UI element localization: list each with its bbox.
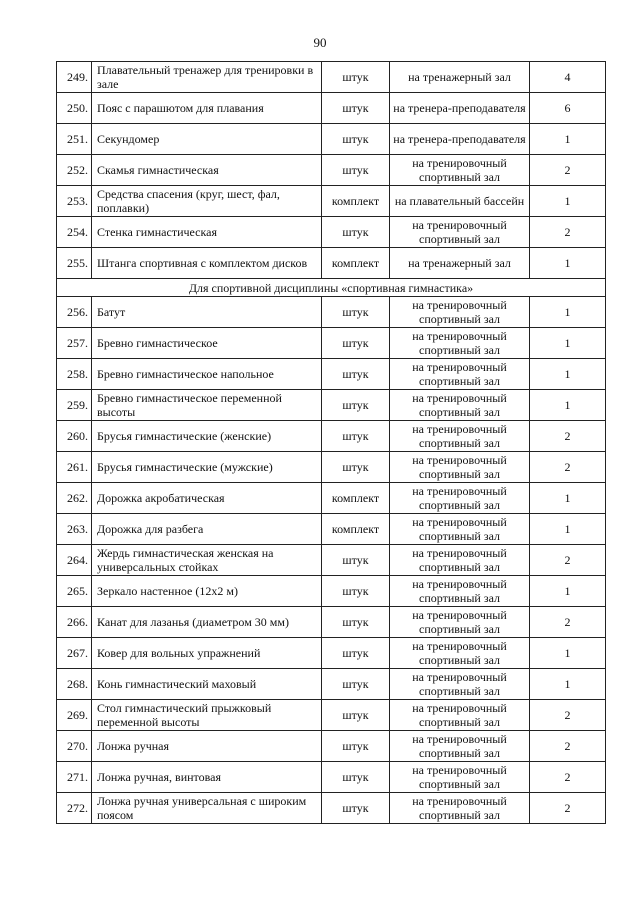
item-name: Дорожка для разбега xyxy=(92,514,322,545)
row-number: 268. xyxy=(57,669,92,700)
location-cell: на тренировочный спортивный зал xyxy=(390,421,530,452)
unit-cell: штук xyxy=(322,576,390,607)
unit-cell: штук xyxy=(322,359,390,390)
location-cell: на тренировочный спортивный зал xyxy=(390,669,530,700)
unit-cell: штук xyxy=(322,545,390,576)
location-cell: на тренировочный спортивный зал xyxy=(390,452,530,483)
quantity-cell: 2 xyxy=(530,793,606,824)
item-name: Секундомер xyxy=(92,124,322,155)
row-number: 262. xyxy=(57,483,92,514)
location-cell: на тренировочный спортивный зал xyxy=(390,297,530,328)
table-row xyxy=(57,390,606,421)
table-row xyxy=(57,576,606,607)
item-name: Лонжа ручная xyxy=(92,731,322,762)
table-row xyxy=(57,93,606,124)
quantity-cell: 2 xyxy=(530,155,606,186)
table-row xyxy=(57,731,606,762)
unit-cell: штук xyxy=(322,155,390,186)
row-number: 255. xyxy=(57,248,92,279)
unit-cell: штук xyxy=(322,700,390,731)
row-number: 260. xyxy=(57,421,92,452)
table-row xyxy=(57,421,606,452)
table-row xyxy=(57,762,606,793)
quantity-cell: 2 xyxy=(530,700,606,731)
row-number: 251. xyxy=(57,124,92,155)
quantity-cell: 6 xyxy=(530,93,606,124)
equipment-table xyxy=(56,61,606,824)
unit-cell: штук xyxy=(322,93,390,124)
location-cell: на тренировочный спортивный зал xyxy=(390,390,530,421)
unit-cell: комплект xyxy=(322,483,390,514)
row-number: 254. xyxy=(57,217,92,248)
item-name: Лонжа ручная, винтовая xyxy=(92,762,322,793)
location-cell: на тренировочный спортивный зал xyxy=(390,793,530,824)
unit-cell: комплект xyxy=(322,514,390,545)
quantity-cell: 2 xyxy=(530,607,606,638)
table-row xyxy=(57,452,606,483)
item-name: Лонжа ручная универсальная с широким поясом xyxy=(92,793,322,824)
row-number: 272. xyxy=(57,793,92,824)
quantity-cell: 1 xyxy=(530,248,606,279)
location-cell: на тренировочный спортивный зал xyxy=(390,638,530,669)
item-name: Дорожка акробатическая xyxy=(92,483,322,514)
location-cell: на тренировочный спортивный зал xyxy=(390,762,530,793)
item-name: Средства спасения (круг, шест, фал, поплавки) xyxy=(92,186,322,217)
item-name: Плавательный тренажер для тренировки в зале xyxy=(92,62,322,93)
table-row xyxy=(57,155,606,186)
quantity-cell: 1 xyxy=(530,514,606,545)
location-cell: на тренажерный зал xyxy=(390,248,530,279)
location-cell: на тренировочный спортивный зал xyxy=(390,328,530,359)
quantity-cell: 2 xyxy=(530,731,606,762)
table-row xyxy=(57,124,606,155)
table-row xyxy=(57,248,606,279)
table-row xyxy=(57,186,606,217)
location-cell: на тренировочный спортивный зал xyxy=(390,155,530,186)
location-cell: на тренировочный спортивный зал xyxy=(390,700,530,731)
section-row xyxy=(57,279,606,297)
row-number: 269. xyxy=(57,700,92,731)
item-name: Брусья гимнастические (мужские) xyxy=(92,452,322,483)
row-number: 256. xyxy=(57,297,92,328)
unit-cell: штук xyxy=(322,62,390,93)
quantity-cell: 1 xyxy=(530,390,606,421)
row-number: 264. xyxy=(57,545,92,576)
location-cell: на тренировочный спортивный зал xyxy=(390,545,530,576)
unit-cell: штук xyxy=(322,297,390,328)
unit-cell: штук xyxy=(322,217,390,248)
quantity-cell: 1 xyxy=(530,328,606,359)
location-cell: на тренировочный спортивный зал xyxy=(390,731,530,762)
unit-cell: штук xyxy=(322,390,390,421)
row-number: 253. xyxy=(57,186,92,217)
unit-cell: штук xyxy=(322,731,390,762)
item-name: Стенка гимнастическая xyxy=(92,217,322,248)
location-cell: на тренировочный спортивный зал xyxy=(390,514,530,545)
unit-cell: штук xyxy=(322,124,390,155)
unit-cell: штук xyxy=(322,452,390,483)
row-number: 257. xyxy=(57,328,92,359)
item-name: Канат для лазанья (диаметром 30 мм) xyxy=(92,607,322,638)
item-name: Стол гимнастический прыжковый переменной высоты xyxy=(92,700,322,731)
quantity-cell: 2 xyxy=(530,452,606,483)
row-number: 265. xyxy=(57,576,92,607)
row-number: 250. xyxy=(57,93,92,124)
unit-cell: штук xyxy=(322,421,390,452)
quantity-cell: 1 xyxy=(530,124,606,155)
item-name: Зеркало настенное (12x2 м) xyxy=(92,576,322,607)
location-cell: на тренировочный спортивный зал xyxy=(390,576,530,607)
table-row xyxy=(57,328,606,359)
row-number: 266. xyxy=(57,607,92,638)
row-number: 258. xyxy=(57,359,92,390)
row-number: 267. xyxy=(57,638,92,669)
location-cell: на тренировочный спортивный зал xyxy=(390,483,530,514)
quantity-cell: 2 xyxy=(530,545,606,576)
table-row xyxy=(57,700,606,731)
row-number: 252. xyxy=(57,155,92,186)
item-name: Бревно гимнастическое напольное xyxy=(92,359,322,390)
quantity-cell: 1 xyxy=(530,483,606,514)
quantity-cell: 1 xyxy=(530,638,606,669)
unit-cell: штук xyxy=(322,607,390,638)
table-row xyxy=(57,607,606,638)
item-name: Конь гимнастический маховый xyxy=(92,669,322,700)
item-name: Жердь гимнастическая женская на универсальных стойках xyxy=(92,545,322,576)
location-cell: на тренера-преподавателя xyxy=(390,124,530,155)
unit-cell: штук xyxy=(322,669,390,700)
unit-cell: штук xyxy=(322,328,390,359)
item-name: Ковер для вольных упражнений xyxy=(92,638,322,669)
unit-cell: штук xyxy=(322,762,390,793)
row-number: 249. xyxy=(57,62,92,93)
item-name: Пояс с парашютом для плавания xyxy=(92,93,322,124)
table-row xyxy=(57,545,606,576)
table-row xyxy=(57,669,606,700)
item-name: Брусья гимнастические (женские) xyxy=(92,421,322,452)
location-cell: на тренажерный зал xyxy=(390,62,530,93)
unit-cell: штук xyxy=(322,638,390,669)
item-name: Бревно гимнастическое xyxy=(92,328,322,359)
table-row xyxy=(57,62,606,93)
quantity-cell: 2 xyxy=(530,217,606,248)
item-name: Батут xyxy=(92,297,322,328)
section-title: Для спортивной дисциплины «спортивная гимнастика» xyxy=(57,279,606,297)
table-row xyxy=(57,514,606,545)
quantity-cell: 4 xyxy=(530,62,606,93)
table-row xyxy=(57,638,606,669)
location-cell: на тренировочный спортивный зал xyxy=(390,217,530,248)
quantity-cell: 1 xyxy=(530,186,606,217)
quantity-cell: 2 xyxy=(530,762,606,793)
table-row xyxy=(57,297,606,328)
row-number: 263. xyxy=(57,514,92,545)
location-cell: на плавательный бассейн xyxy=(390,186,530,217)
row-number: 261. xyxy=(57,452,92,483)
quantity-cell: 1 xyxy=(530,297,606,328)
quantity-cell: 1 xyxy=(530,576,606,607)
row-number: 259. xyxy=(57,390,92,421)
table-row xyxy=(57,359,606,390)
quantity-cell: 1 xyxy=(530,669,606,700)
unit-cell: штук xyxy=(322,793,390,824)
row-number: 271. xyxy=(57,762,92,793)
table-row xyxy=(57,793,606,824)
table-row xyxy=(57,483,606,514)
unit-cell: комплект xyxy=(322,248,390,279)
row-number: 270. xyxy=(57,731,92,762)
quantity-cell: 2 xyxy=(530,421,606,452)
quantity-cell: 1 xyxy=(530,359,606,390)
table-row xyxy=(57,217,606,248)
item-name: Штанга спортивная с комплектом дисков xyxy=(92,248,322,279)
item-name: Скамья гимнастическая xyxy=(92,155,322,186)
location-cell: на тренировочный спортивный зал xyxy=(390,607,530,638)
item-name: Бревно гимнастическое переменной высоты xyxy=(92,390,322,421)
location-cell: на тренера-преподавателя xyxy=(390,93,530,124)
page-number: 90 xyxy=(313,35,327,50)
location-cell: на тренировочный спортивный зал xyxy=(390,359,530,390)
unit-cell: комплект xyxy=(322,186,390,217)
